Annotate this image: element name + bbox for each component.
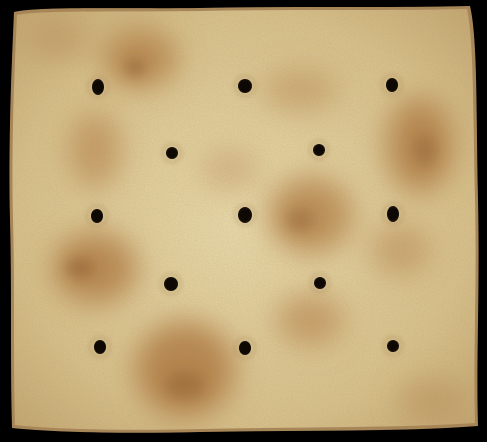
docking-hole [166, 147, 178, 159]
docking-hole [238, 79, 252, 93]
docking-hole [387, 206, 399, 222]
docking-hole [238, 207, 252, 223]
docking-hole [94, 340, 106, 354]
docking-hole [239, 341, 251, 355]
docking-hole [387, 340, 399, 352]
docking-hole [164, 277, 178, 291]
docking-hole [386, 78, 398, 92]
docking-hole [92, 79, 104, 95]
docking-hole [91, 209, 103, 223]
docking-hole [313, 144, 325, 156]
docking-hole [314, 277, 326, 289]
